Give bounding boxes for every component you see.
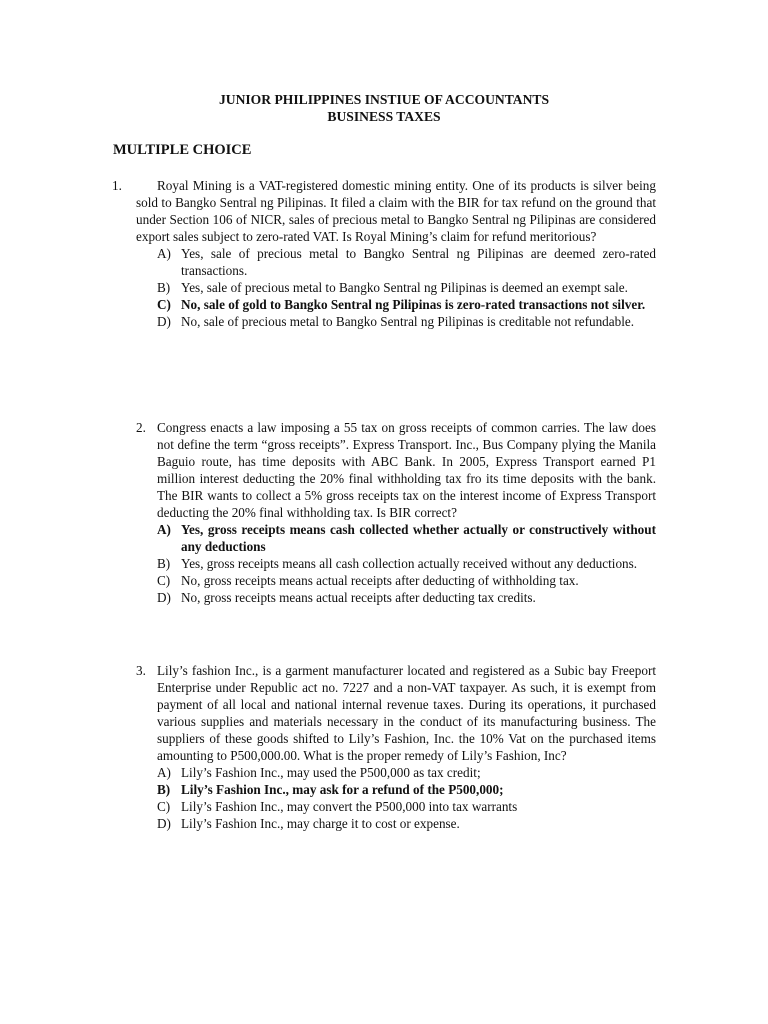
choice-b[interactable]: B) Yes, sale of precious metal to Bangko Sentral ng Pilipinas is deemed an exempt sale.	[157, 280, 628, 295]
question-1	[112, 177, 656, 330]
choice-text: No, sale of gold to Bangko Sentral ng Pilipinas is zero-rated transactions not silver.	[181, 297, 646, 312]
section-title: MULTIPLE CHOICE	[113, 142, 252, 158]
choice-d[interactable]: D) No, gross receipts means actual receipts after deducting tax credits.	[157, 590, 536, 605]
choice-d[interactable]: D) No, sale of precious metal to Bangko Sentral ng Pilipinas is creditable not refundable.	[157, 314, 635, 329]
choice-c[interactable]: C) No, sale of gold to Bangko Sentral ng Pilipinas is zero-rated transactions not silver.	[157, 297, 646, 312]
choice-text: No, gross receipts means actual receipts after deducting of withholding tax.	[181, 573, 579, 588]
choice-a[interactable]: A) Yes, gross receipts means cash collected whether actually or constructively without any deductions	[157, 522, 656, 554]
question-text: Congress enacts a law imposing a 55 tax on gross receipts of common carries. The law does not define the term “gross receipts”. Express Transport. Inc., Bus Company plying the Manila Baguio route, has time deposits with ABC Bank. In 2005, Express Transport earned P1 million interest deducting the 20% final withholding tax fro its time deposits with the bank. The BIR wants to collect a 5% gross receipts tax on the interest income of Express Transport deducting the 20% final withholding tax. Is BIR correct?	[157, 420, 656, 520]
choice-text: Yes, gross receipts means cash collected whether actually or constructively without any deductions	[181, 522, 656, 554]
choice-list	[112, 764, 656, 832]
choice-text: Lily’s Fashion Inc., may charge it to cost or expense.	[181, 816, 460, 831]
choice-b[interactable]: B) Yes, gross receipts means all cash collection actually received without any deductions.	[157, 556, 638, 571]
choice-text: Lily’s Fashion Inc., may used the P500,000 as tax credit;	[181, 765, 481, 780]
document-header	[0, 91, 768, 125]
choice-d[interactable]: D) Lily’s Fashion Inc., may charge it to cost or expense.	[157, 816, 460, 831]
question-2	[112, 419, 656, 606]
choice-text: Lily’s Fashion Inc., may ask for a refund of the P500,000;	[181, 782, 504, 797]
question-number: 2.	[136, 420, 146, 435]
subject-title: BUSINESS TAXES	[327, 109, 441, 124]
choice-text: Yes, gross receipts means all cash collection actually received without any deductions.	[181, 556, 638, 571]
choice-a[interactable]: A) Lily’s Fashion Inc., may used the P500,000 as tax credit;	[157, 765, 481, 780]
choice-c[interactable]: C) Lily’s Fashion Inc., may convert the P500,000 into tax warrants	[157, 799, 518, 814]
question-text: Lily’s fashion Inc., is a garment manufacturer located and registered as a Subic bay Freeport Enterprise under Republic act no. 7227 and a non-VAT taxpayer. As such, it is exempt from payment of all local and national internal revenue taxes. During its operations, it purchased various supplies and materials necessary in the conduct of its manufacturing business. The suppliers of these goods shifted to Lily’s Fashion, Inc. the 10% Vat on the purchased items amounting to P500,000.00. What is the proper remedy of Lily’s Fashion, Inc?	[157, 663, 656, 763]
choice-text: Lily’s Fashion Inc., may convert the P500,000 into tax warrants	[181, 799, 518, 814]
question-text: Royal Mining is a VAT-registered domestic mining entity. One of its products is silver being sold to Bangko Sentral ng Pilipinas. It filed a claim with the BIR for tax refund on the ground that under Section 106 of NICR, sales of precious metal to Bangko Sentral ng Pilipinas are considered export sales subject to zero-rated VAT. Is Royal Mining’s claim for refund meritorious?	[136, 178, 656, 244]
choice-a[interactable]: A) Yes, sale of precious metal to Bangko Sentral ng Pilipinas are deemed zero-rated transactions.	[157, 246, 656, 278]
choice-list	[112, 521, 656, 606]
choice-text: No, sale of precious metal to Bangko Sentral ng Pilipinas is creditable not refundable.	[181, 314, 635, 329]
choice-list	[112, 245, 656, 330]
choice-text: Yes, sale of precious metal to Bangko Sentral ng Pilipinas is deemed an exempt sale.	[181, 280, 628, 295]
choice-text: Yes, sale of precious metal to Bangko Sentral ng Pilipinas are deemed zero-rated transactions.	[181, 246, 656, 278]
choice-text: No, gross receipts means actual receipts after deducting tax credits.	[181, 590, 536, 605]
question-3	[112, 662, 656, 832]
question-number: 3.	[136, 663, 146, 678]
question-number: 1.	[112, 178, 122, 193]
institution-title: JUNIOR PHILIPPINES INSTIUE OF ACCOUNTANTS	[218, 92, 550, 107]
choice-b[interactable]: B) Lily’s Fashion Inc., may ask for a refund of the P500,000;	[157, 782, 504, 797]
choice-c[interactable]: C) No, gross receipts means actual receipts after deducting of withholding tax.	[157, 573, 579, 588]
